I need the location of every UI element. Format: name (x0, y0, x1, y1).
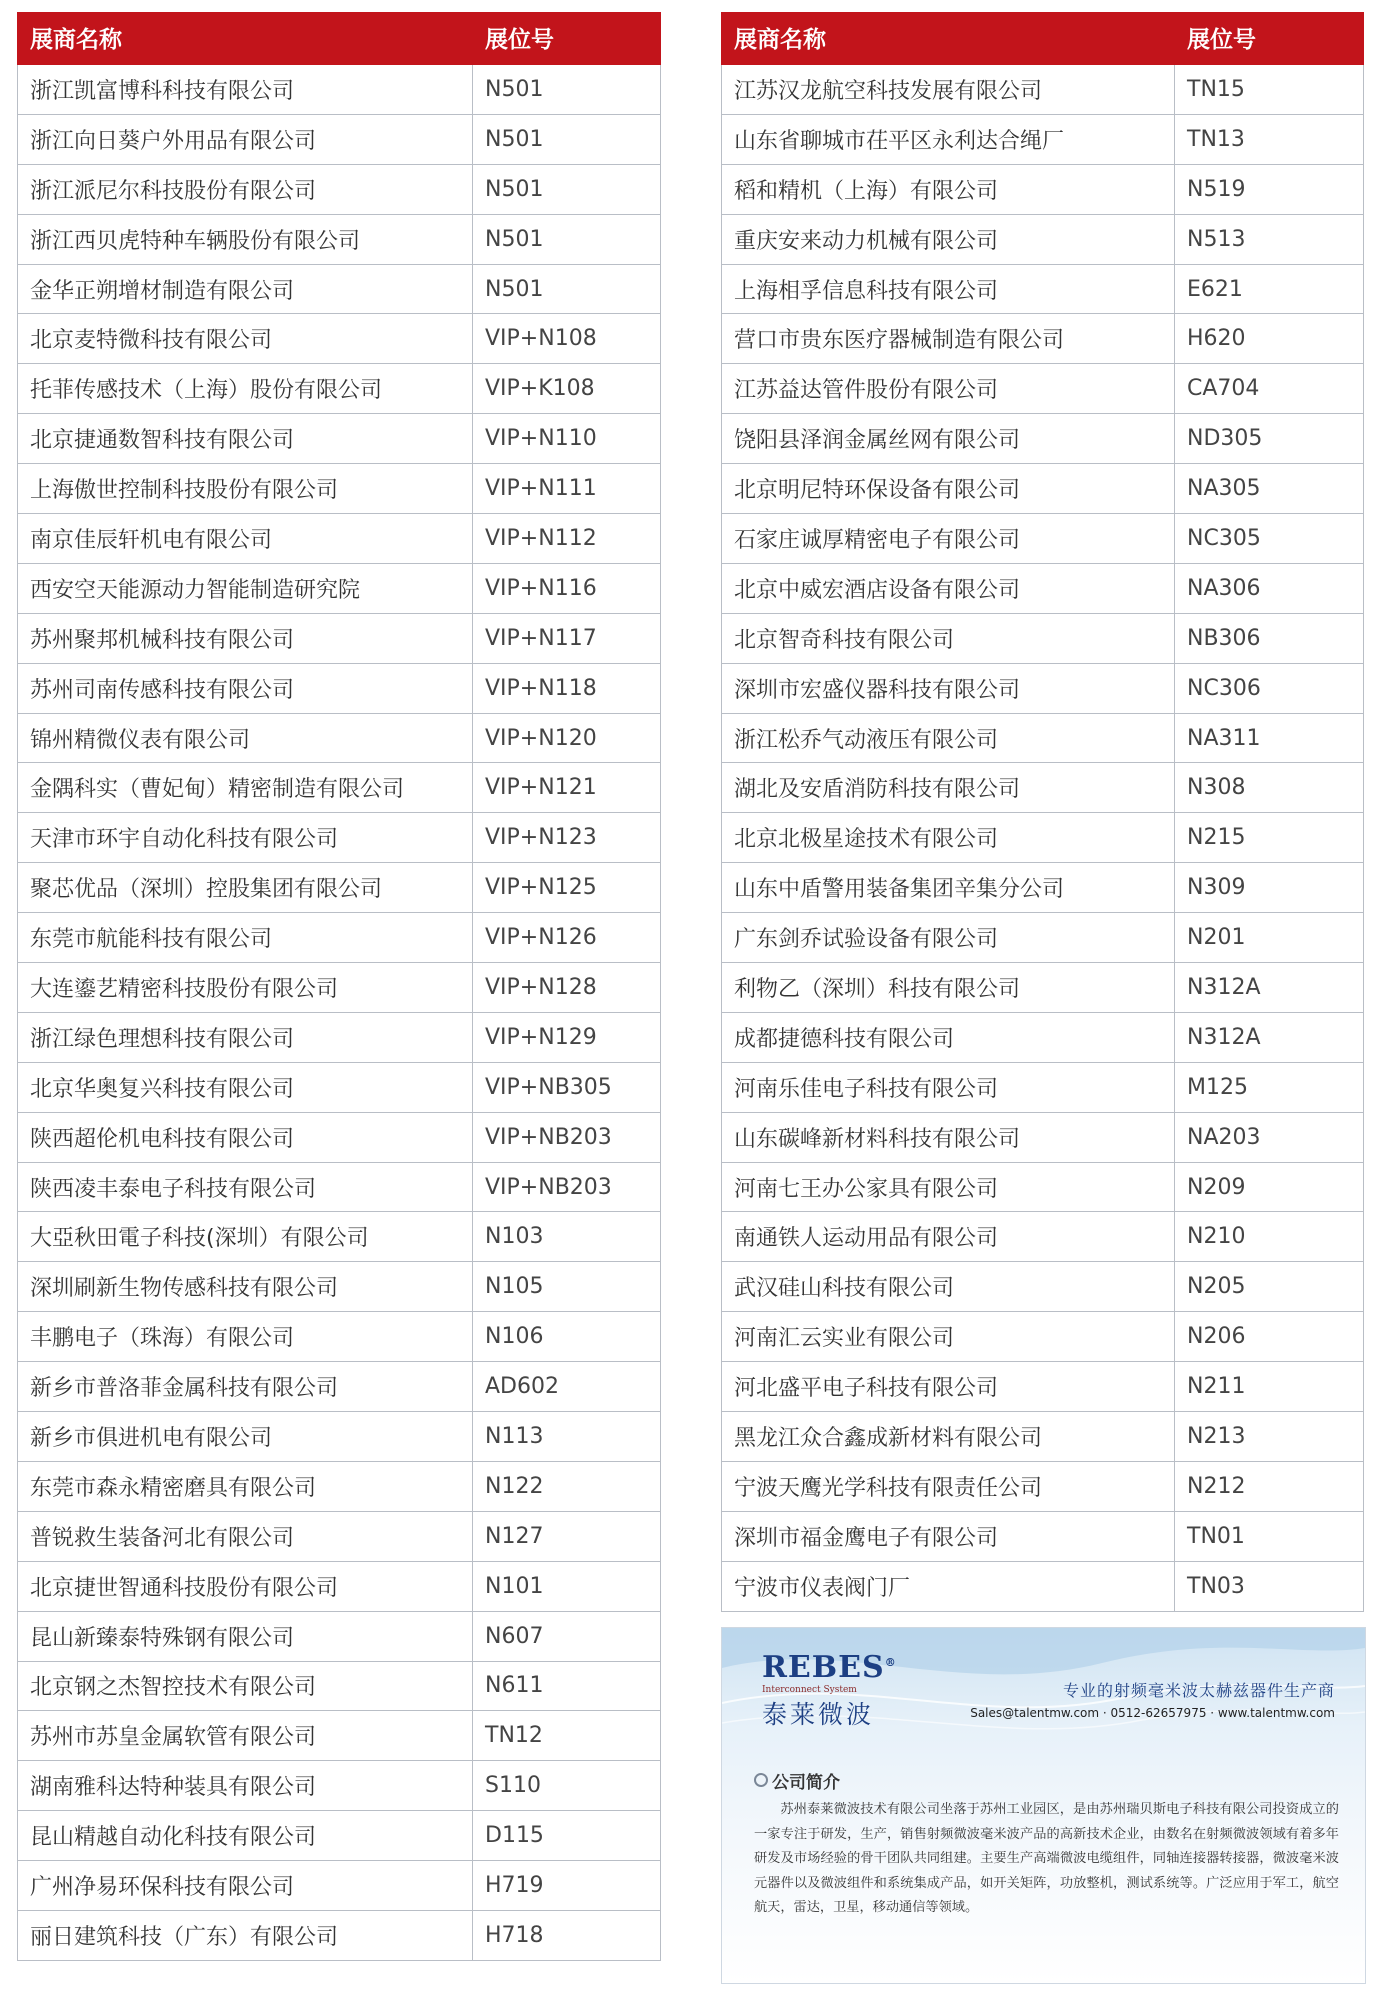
table-row (722, 613, 1364, 663)
intro-paragraph: 苏州泰莱微波技术有限公司坐落于苏州工业园区，是由苏州瑞贝斯电子科技有限公司投资成立的一家专注于研发，生产，销售射频微波毫米波产品的高新技术企业，由数名在射频微波领域有着多年研发及市场经验的骨干团队共同组建。主要生产高端微波电缆组件，同轴连接器转接器，微波毫米波元器件以及微波组件和系统集成产品，如开关矩阵，功放整机，测试系统等。广泛应用于军工，航空航天，雷达，卫星，移动通信等领域。 (754, 1802, 1339, 1915)
table-row (18, 1611, 661, 1661)
table-row (722, 514, 1364, 564)
booth-number-cell: N215 (1175, 813, 1364, 863)
booth-number-cell: N312A (1175, 963, 1364, 1013)
exhibitor-name-cell: 陕西凌丰泰电子科技有限公司 (18, 1162, 473, 1212)
table-row (722, 164, 1364, 214)
logo-subtitle: Interconnect System (762, 1685, 857, 1695)
table-row (722, 114, 1364, 164)
exhibitor-name-cell: 西安空天能源动力智能制造研究院 (18, 563, 473, 613)
header-booth-number: 展位号 (1175, 13, 1364, 64)
exhibitor-name-cell: 浙江西贝虎特种车辆股份有限公司 (18, 214, 473, 264)
exhibitor-name-cell: 大连鎏艺精密科技股份有限公司 (18, 963, 473, 1013)
booth-number-cell: NA306 (1175, 563, 1364, 613)
booth-number-cell: N209 (1175, 1162, 1364, 1212)
table-row (18, 1362, 661, 1412)
table-row (722, 913, 1364, 963)
exhibitor-name-cell: 河北盛平电子科技有限公司 (722, 1362, 1175, 1412)
exhibitor-name-cell: 广州净易环保科技有限公司 (18, 1861, 473, 1911)
company-advertisement (721, 1627, 1366, 1984)
exhibitor-name-cell: 普锐救生装备河北有限公司 (18, 1511, 473, 1561)
table-row (722, 1262, 1364, 1312)
table-row (722, 1062, 1364, 1112)
booth-number-cell: N611 (473, 1661, 661, 1711)
table-row (722, 963, 1364, 1013)
exhibitor-name-cell: 宁波天鹰光学科技有限责任公司 (722, 1461, 1175, 1511)
exhibitor-name-cell: 东莞市森永精密磨具有限公司 (18, 1461, 473, 1511)
table-row (18, 114, 661, 164)
table-row (18, 1212, 661, 1262)
exhibitor-name-cell: 南京佳辰轩机电有限公司 (18, 514, 473, 564)
table-body-left (18, 64, 661, 1961)
table-row (18, 813, 661, 863)
booth-number-cell: TN13 (1175, 114, 1364, 164)
exhibitor-name-cell: 深圳刷新生物传感科技有限公司 (18, 1262, 473, 1312)
booth-number-cell: N501 (473, 164, 661, 214)
exhibitor-name-cell: 金华正朔增材制造有限公司 (18, 264, 473, 314)
booth-number-cell: TN03 (1175, 1561, 1364, 1611)
table-row (18, 713, 661, 763)
exhibitor-name-cell: 上海傲世控制科技股份有限公司 (18, 464, 473, 514)
table-row (722, 214, 1364, 264)
exhibitor-name-cell: 新乡市普洛菲金属科技有限公司 (18, 1362, 473, 1412)
booth-number-cell: NC306 (1175, 663, 1364, 713)
booth-number-cell: N607 (473, 1611, 661, 1661)
booth-number-cell: N122 (473, 1461, 661, 1511)
exhibitor-name-cell: 南通铁人运动用品有限公司 (722, 1212, 1175, 1262)
table-row (18, 464, 661, 514)
table-row (722, 364, 1364, 414)
exhibitor-name-cell: 北京华奥复兴科技有限公司 (18, 1062, 473, 1112)
booth-number-cell: VIP+N118 (473, 663, 661, 713)
table-row (722, 1511, 1364, 1561)
exhibitor-table-left (17, 12, 661, 1961)
booth-number-cell: VIP+N111 (473, 464, 661, 514)
table-row (18, 414, 661, 464)
booth-number-cell: N206 (1175, 1312, 1364, 1362)
booth-number-cell: CA704 (1175, 364, 1364, 414)
booth-number-cell: N312A (1175, 1012, 1364, 1062)
exhibitor-name-cell: 河南汇云实业有限公司 (722, 1312, 1175, 1362)
table-row (722, 1412, 1364, 1462)
booth-number-cell: N211 (1175, 1362, 1364, 1412)
exhibitor-name-cell: 陕西超伦机电科技有限公司 (18, 1112, 473, 1162)
table-row (18, 963, 661, 1013)
booth-number-cell: H719 (473, 1861, 661, 1911)
exhibitor-name-cell: 饶阳县泽润金属丝网有限公司 (722, 414, 1175, 464)
exhibitor-name-cell: 稻和精机（上海）有限公司 (722, 164, 1175, 214)
booth-number-cell: VIP+N128 (473, 963, 661, 1013)
booth-number-cell: TN12 (473, 1711, 661, 1761)
booth-number-cell: N103 (473, 1212, 661, 1262)
exhibitor-name-cell: 浙江向日葵户外用品有限公司 (18, 114, 473, 164)
table-row (722, 813, 1364, 863)
exhibitor-name-cell: 江苏汉龙航空科技发展有限公司 (722, 64, 1175, 115)
booth-number-cell: N501 (473, 264, 661, 314)
table-row (722, 1162, 1364, 1212)
table-row (18, 1062, 661, 1112)
exhibitor-name-cell: 重庆安来动力机械有限公司 (722, 214, 1175, 264)
table-row (18, 314, 661, 364)
booth-number-cell: N308 (1175, 763, 1364, 813)
exhibitor-name-cell: 锦州精微仪表有限公司 (18, 713, 473, 763)
exhibitor-name-cell: 苏州司南传感科技有限公司 (18, 663, 473, 713)
table-row (18, 913, 661, 963)
exhibitor-name-cell: 广东剑乔试验设备有限公司 (722, 913, 1175, 963)
exhibitor-name-cell: 湖北及安盾消防科技有限公司 (722, 763, 1175, 813)
booth-number-cell: N101 (473, 1561, 661, 1611)
booth-number-cell: D115 (473, 1811, 661, 1861)
table-row (18, 563, 661, 613)
table-row (18, 1561, 661, 1611)
table-row (18, 1861, 661, 1911)
exhibitor-table-right (721, 12, 1364, 1612)
exhibitor-name-cell: 托菲传感技术（上海）股份有限公司 (18, 364, 473, 414)
intro-heading (754, 1768, 840, 1793)
header-exhibitor-name: 展商名称 (18, 13, 473, 64)
exhibitor-name-cell: 昆山精越自动化科技有限公司 (18, 1811, 473, 1861)
ad-contact-info: Sales@talentmw.com · 0512-62657975 · www.talentmw.com (970, 1706, 1335, 1720)
booth-number-cell: VIP+N125 (473, 863, 661, 913)
booth-number-cell: N127 (473, 1511, 661, 1561)
booth-number-cell: H718 (473, 1910, 661, 1960)
exhibitor-name-cell: 昆山新臻泰特殊钢有限公司 (18, 1611, 473, 1661)
booth-number-cell: TN15 (1175, 64, 1364, 115)
booth-number-cell: VIP+K108 (473, 364, 661, 414)
exhibitor-name-cell: 上海相孚信息科技有限公司 (722, 264, 1175, 314)
booth-number-cell: N212 (1175, 1461, 1364, 1511)
exhibitor-name-cell: 利物乙（深圳）科技有限公司 (722, 963, 1175, 1013)
table-row (18, 663, 661, 713)
booth-number-cell: VIP+N123 (473, 813, 661, 863)
table-row (722, 414, 1364, 464)
table-row (722, 64, 1364, 115)
booth-number-cell: VIP+N110 (473, 414, 661, 464)
booth-number-cell: VIP+NB203 (473, 1112, 661, 1162)
booth-number-cell: H620 (1175, 314, 1364, 364)
booth-number-cell: N213 (1175, 1412, 1364, 1462)
booth-number-cell: VIP+NB305 (473, 1062, 661, 1112)
table-row (18, 1511, 661, 1561)
booth-number-cell: E621 (1175, 264, 1364, 314)
exhibitor-name-cell: 河南七王办公家具有限公司 (722, 1162, 1175, 1212)
exhibitor-name-cell: 北京北极星途技术有限公司 (722, 813, 1175, 863)
booth-number-cell: VIP+N121 (473, 763, 661, 813)
table-row (18, 1761, 661, 1811)
booth-number-cell: N519 (1175, 164, 1364, 214)
booth-number-cell: VIP+N108 (473, 314, 661, 364)
booth-number-cell: N201 (1175, 913, 1364, 963)
exhibitor-name-cell: 江苏益达管件股份有限公司 (722, 364, 1175, 414)
booth-number-cell: NA203 (1175, 1112, 1364, 1162)
table-row (722, 563, 1364, 613)
table-row (722, 863, 1364, 913)
table-row (722, 1461, 1364, 1511)
exhibitor-name-cell: 北京明尼特环保设备有限公司 (722, 464, 1175, 514)
table-row (722, 1212, 1364, 1262)
exhibitor-name-cell: 山东中盾警用装备集团辛集分公司 (722, 863, 1175, 913)
logo-text: REBES (762, 1650, 885, 1685)
table-row (18, 1811, 661, 1861)
intro-heading-text: 公司简介 (772, 1773, 840, 1793)
exhibitor-name-cell: 石家庄诚厚精密电子有限公司 (722, 514, 1175, 564)
booth-number-cell: N205 (1175, 1262, 1364, 1312)
exhibitor-name-cell: 成都捷德科技有限公司 (722, 1012, 1175, 1062)
table-header-row (722, 13, 1364, 64)
table-row (18, 164, 661, 214)
exhibitor-name-cell: 新乡市俱进机电有限公司 (18, 1412, 473, 1462)
table-row (18, 64, 661, 115)
booth-number-cell: VIP+N120 (473, 713, 661, 763)
booth-number-cell: VIP+N116 (473, 563, 661, 613)
table-row (722, 1561, 1364, 1611)
ad-slogan: 专业的射频毫米波太赫兹器件生产商 (1062, 1681, 1335, 1700)
booth-number-cell: N501 (473, 64, 661, 115)
booth-number-cell: M125 (1175, 1062, 1364, 1112)
exhibitor-name-cell: 苏州市苏皇金属软管有限公司 (18, 1711, 473, 1761)
booth-number-cell: VIP+N117 (473, 613, 661, 663)
exhibitor-name-cell: 浙江凯富博科科技有限公司 (18, 64, 473, 115)
table-row (18, 1661, 661, 1711)
exhibitor-name-cell: 大亞秋田電子科技(深圳）有限公司 (18, 1212, 473, 1262)
table-body-right (722, 64, 1364, 1612)
header-exhibitor-name: 展商名称 (722, 13, 1175, 64)
booth-number-cell: N105 (473, 1262, 661, 1312)
table-row (18, 1262, 661, 1312)
exhibitor-name-cell: 营口市贵东医疗器械制造有限公司 (722, 314, 1175, 364)
exhibitor-name-cell: 金隅科实（曹妃甸）精密制造有限公司 (18, 763, 473, 813)
rebes-logo (762, 1650, 897, 1685)
circle-bullet-icon (754, 1773, 768, 1787)
booth-number-cell: N513 (1175, 214, 1364, 264)
exhibitor-name-cell: 深圳市宏盛仪器科技有限公司 (722, 663, 1175, 713)
table-row (722, 1362, 1364, 1412)
table-row (18, 214, 661, 264)
table-row (18, 1012, 661, 1062)
exhibitor-name-cell: 武汉硅山科技有限公司 (722, 1262, 1175, 1312)
booth-number-cell: N106 (473, 1312, 661, 1362)
booth-number-cell: VIP+N129 (473, 1012, 661, 1062)
exhibitor-name-cell: 浙江派尼尔科技股份有限公司 (18, 164, 473, 214)
exhibitor-name-cell: 黑龙江众合鑫成新材料有限公司 (722, 1412, 1175, 1462)
exhibitor-name-cell: 天津市环宇自动化科技有限公司 (18, 813, 473, 863)
table-row (18, 863, 661, 913)
table-row (18, 763, 661, 813)
exhibitor-name-cell: 北京麦特微科技有限公司 (18, 314, 473, 364)
exhibitor-name-cell: 聚芯优品（深圳）控股集团有限公司 (18, 863, 473, 913)
booth-number-cell: TN01 (1175, 1511, 1364, 1561)
table-row (722, 1112, 1364, 1162)
table-row (18, 1312, 661, 1362)
table-row (18, 1711, 661, 1761)
table-row (18, 1910, 661, 1960)
exhibitor-name-cell: 浙江松乔气动液压有限公司 (722, 713, 1175, 763)
exhibitor-name-cell: 河南乐佳电子科技有限公司 (722, 1062, 1175, 1112)
booth-number-cell: N113 (473, 1412, 661, 1462)
exhibitor-name-cell: 山东碳峰新材料科技有限公司 (722, 1112, 1175, 1162)
table-row (722, 663, 1364, 713)
exhibitor-name-cell: 湖南雅科达特种装具有限公司 (18, 1761, 473, 1811)
table-row (722, 314, 1364, 364)
table-header-row (18, 13, 661, 64)
logo-chinese-name: 泰莱微波 (762, 1700, 875, 1729)
booth-number-cell: VIP+N112 (473, 514, 661, 564)
booth-number-cell: NB306 (1175, 613, 1364, 663)
exhibitor-name-cell: 宁波市仪表阀门厂 (722, 1561, 1175, 1611)
booth-number-cell: N309 (1175, 863, 1364, 913)
exhibitor-name-cell: 北京捷通数智科技有限公司 (18, 414, 473, 464)
exhibitor-name-cell: 北京智奇科技有限公司 (722, 613, 1175, 663)
exhibitor-name-cell: 东莞市航能科技有限公司 (18, 913, 473, 963)
booth-number-cell: NC305 (1175, 514, 1364, 564)
table-row (18, 364, 661, 414)
booth-number-cell: NA305 (1175, 464, 1364, 514)
table-row (722, 713, 1364, 763)
table-row (18, 514, 661, 564)
booth-number-cell: ND305 (1175, 414, 1364, 464)
table-row (722, 763, 1364, 813)
booth-number-cell: VIP+NB203 (473, 1162, 661, 1212)
booth-number-cell: NA311 (1175, 713, 1364, 763)
table-row (722, 1312, 1364, 1362)
booth-number-cell: VIP+N126 (473, 913, 661, 963)
table-row (722, 264, 1364, 314)
header-booth-number: 展位号 (473, 13, 661, 64)
exhibitor-name-cell: 苏州聚邦机械科技有限公司 (18, 613, 473, 663)
table-row (18, 1162, 661, 1212)
exhibitor-name-cell: 北京钢之杰智控技术有限公司 (18, 1661, 473, 1711)
exhibitor-name-cell: 丰鹏电子（珠海）有限公司 (18, 1312, 473, 1362)
table-row (18, 1461, 661, 1511)
table-row (722, 464, 1364, 514)
table-row (18, 1112, 661, 1162)
exhibitor-name-cell: 山东省聊城市茌平区永利达合绳厂 (722, 114, 1175, 164)
booth-number-cell: S110 (473, 1761, 661, 1811)
table-row (18, 264, 661, 314)
booth-number-cell: N501 (473, 114, 661, 164)
booth-number-cell: N210 (1175, 1212, 1364, 1262)
registered-mark: ® (884, 1656, 897, 1669)
table-row (722, 1012, 1364, 1062)
exhibitor-name-cell: 深圳市福金鹰电子有限公司 (722, 1511, 1175, 1561)
table-row (18, 1412, 661, 1462)
exhibitor-name-cell: 北京捷世智通科技股份有限公司 (18, 1561, 473, 1611)
booth-number-cell: AD602 (473, 1362, 661, 1412)
table-row (18, 613, 661, 663)
booth-number-cell: N501 (473, 214, 661, 264)
exhibitor-name-cell: 浙江绿色理想科技有限公司 (18, 1012, 473, 1062)
exhibitor-name-cell: 北京中威宏酒店设备有限公司 (722, 563, 1175, 613)
exhibitor-name-cell: 丽日建筑科技（广东）有限公司 (18, 1910, 473, 1960)
